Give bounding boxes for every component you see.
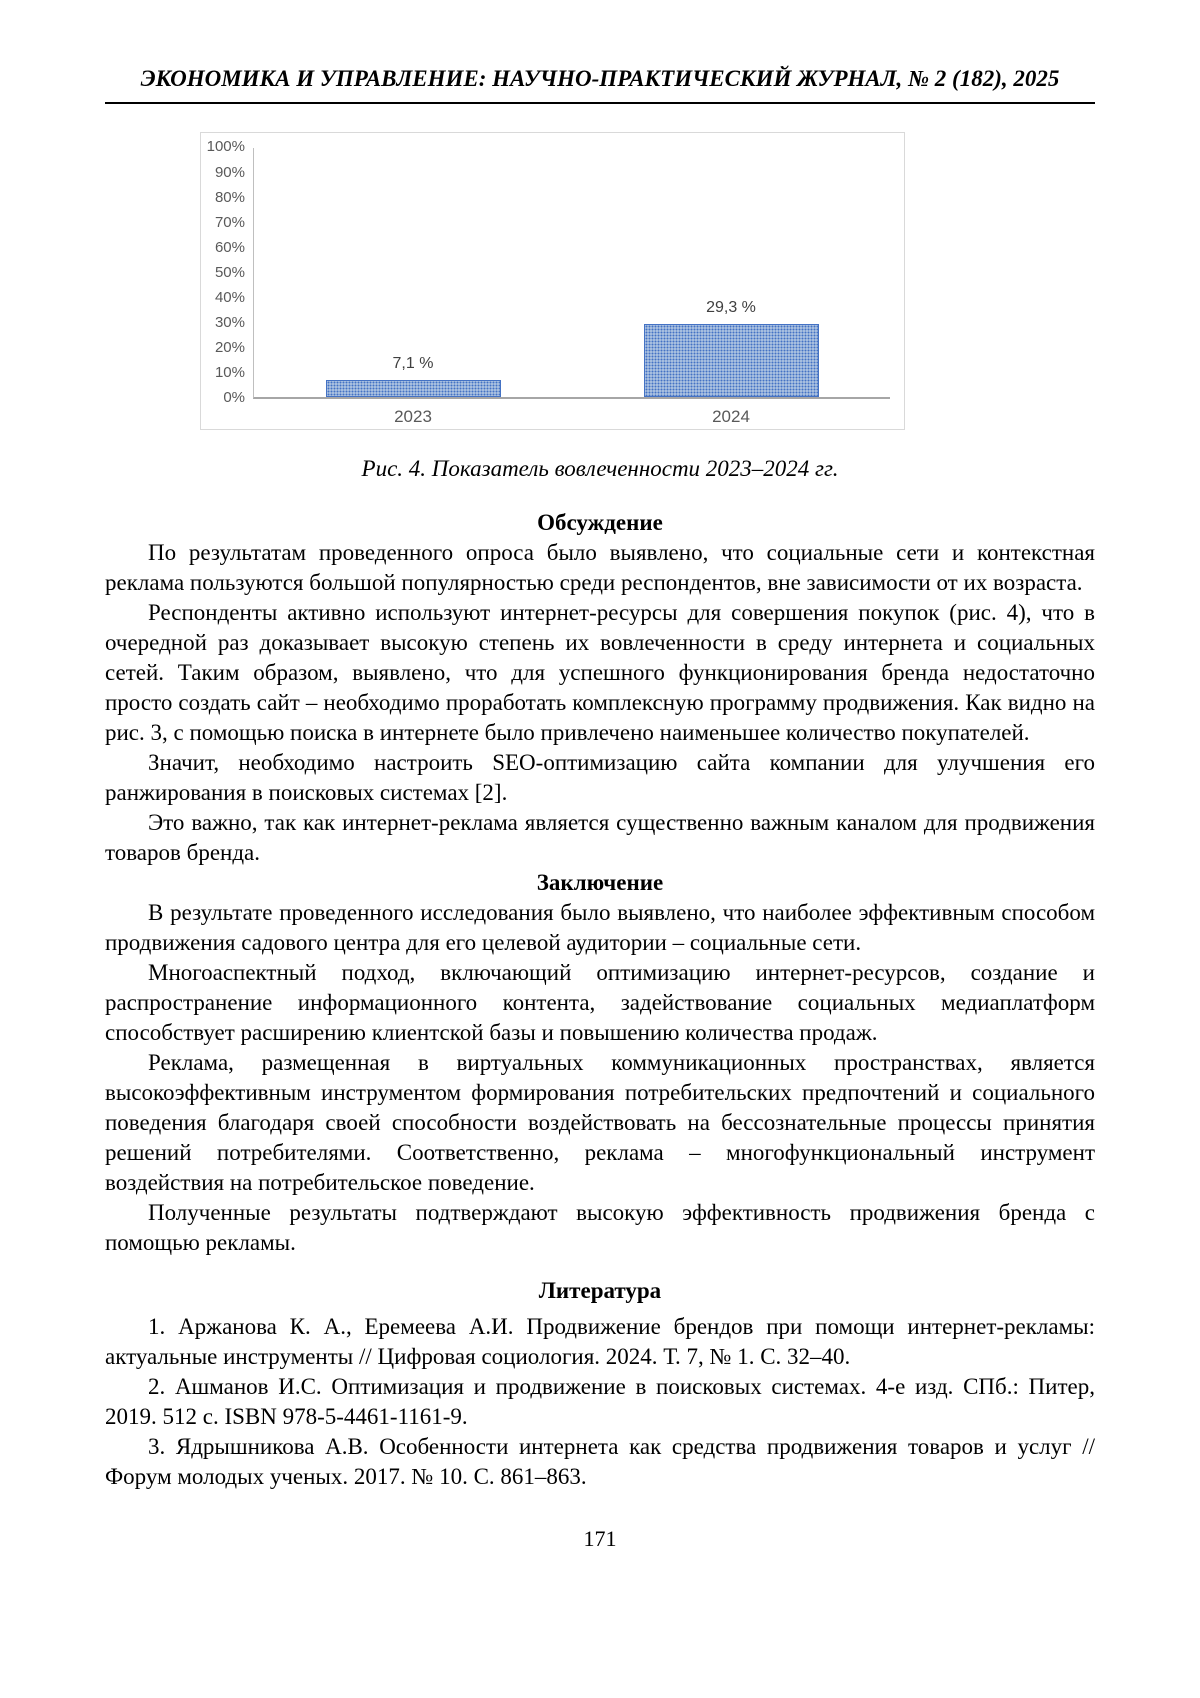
y-tick-label: 50% [214, 263, 245, 281]
bar-2023 [326, 380, 501, 398]
bar-data-label-2024: 29,3 % [706, 299, 756, 317]
paragraph: Значит, необходимо настроить SEO-оптимизацию сайта компании для улучшения его ранжирования в поисковых системах [2]. [105, 750, 1095, 806]
y-tick-label: 60% [214, 238, 245, 256]
figure-4 [105, 132, 1095, 430]
paragraph: Многоаспектный подход, включающий оптимизацию интернет-ресурсов, создание и распространение информационного контента, задействование социальных медиаплатформ способствует расширению клиентской базы и повышению количества продаж. [105, 960, 1095, 1046]
chart-x-axis [254, 407, 890, 427]
reference-item: 3. Ядрышникова А.В. Особенности интернета как средства продвижения товаров и услуг // Форум молодых ученых. 2017. № 10. С. 861–863. [105, 1434, 1095, 1490]
section-heading-literature: Литература [538, 1278, 662, 1304]
journal-page [105, 0, 1095, 1572]
chart-plot-area [253, 148, 890, 427]
journal-header-title: ЭКОНОМИКА И УПРАВЛЕНИЕ: НАУЧНО-ПРАКТИЧЕСКИЙ ЖУРНАЛ, № 2 (182), 2025 [105, 66, 1095, 104]
y-tick-label: 100% [206, 138, 245, 156]
y-tick-label: 80% [214, 188, 245, 206]
paragraph: В результате проведенного исследования было выявлено, что наиболее эффективным способом продвижения садового центра для его целевой аудитории – социальные сети. [105, 900, 1095, 956]
y-tick-label: 70% [214, 213, 245, 231]
paragraph: По результатам проведенного опроса было выявлено, что социальные сети и контекстная реклама пользуются большой популярностью среди респондентов, вне зависимости от их возраста. [105, 540, 1095, 596]
section-heading-conclusion: Заключение [536, 870, 664, 896]
x-tick-label-2023: 2023 [394, 407, 432, 427]
x-tick-label-2024: 2024 [712, 407, 750, 427]
figure-caption: Рис. 4. Показатель вовлеченности 2023–2024 гг. [361, 456, 839, 482]
reference-item: 2. Ашманов И.С. Оптимизация и продвижение в поисковых системах. 4-е изд. СПб.: Питер, 2019. 512 с. ISBN 978-5-4461-1161-9. [105, 1374, 1095, 1430]
bar-data-label-2023: 7,1 % [392, 354, 434, 372]
bar-group-2024 [572, 299, 890, 397]
chart-y-axis [201, 139, 245, 405]
y-tick-label: 0% [223, 389, 245, 407]
paragraph: Респонденты активно используют интернет-ресурсы для совершения покупок (рис. 4), что в очередной раз доказывает высокую степень их вовлеченности в среду интернета и социальных сетей. Таким образом, выявлено, что для успешного функционирования бренда недостаточно просто создать сайт – необходимо проработать комплексную программу продвижения. Как видно на рис. 3, с помощью поиска в интернете было привлечено наименьшее количество покупателей. [105, 600, 1095, 746]
y-tick-label: 20% [214, 339, 245, 357]
page-number: 171 [583, 1526, 617, 1552]
engagement-bar-chart [200, 132, 905, 430]
bar-2024 [644, 324, 819, 397]
reference-item: 1. Аржанова К. А., Еремеева А.И. Продвижение брендов при помощи интернет-рекламы: актуальные инструменты // Цифровая социология. 2024. Т. 7, № 1. С. 32–40. [105, 1314, 1095, 1370]
y-tick-label: 10% [214, 364, 245, 382]
paragraph: Реклама, размещенная в виртуальных коммуникационных пространствах, является высокоэффективным инструментом формирования потребительских предпочтений и социального поведения благодаря своей способности воздействовать на бессознательные процессы принятия решений потребителями. Соответственно, реклама – многофункциональный инструмент воздействия на потребительское поведение. [105, 1050, 1095, 1196]
paragraph: Полученные результаты подтверждают высокую эффективность продвижения бренда с помощью рекламы. [105, 1200, 1095, 1256]
bar-group-2023 [254, 355, 572, 398]
section-heading-discussion: Обсуждение [537, 510, 663, 536]
y-tick-label: 40% [214, 289, 245, 306]
y-tick-label: 90% [214, 163, 245, 181]
y-tick-label: 30% [214, 314, 245, 332]
paragraph: Это важно, так как интернет-реклама является существенно важным каналом для продвижения товаров бренда. [105, 810, 1095, 866]
